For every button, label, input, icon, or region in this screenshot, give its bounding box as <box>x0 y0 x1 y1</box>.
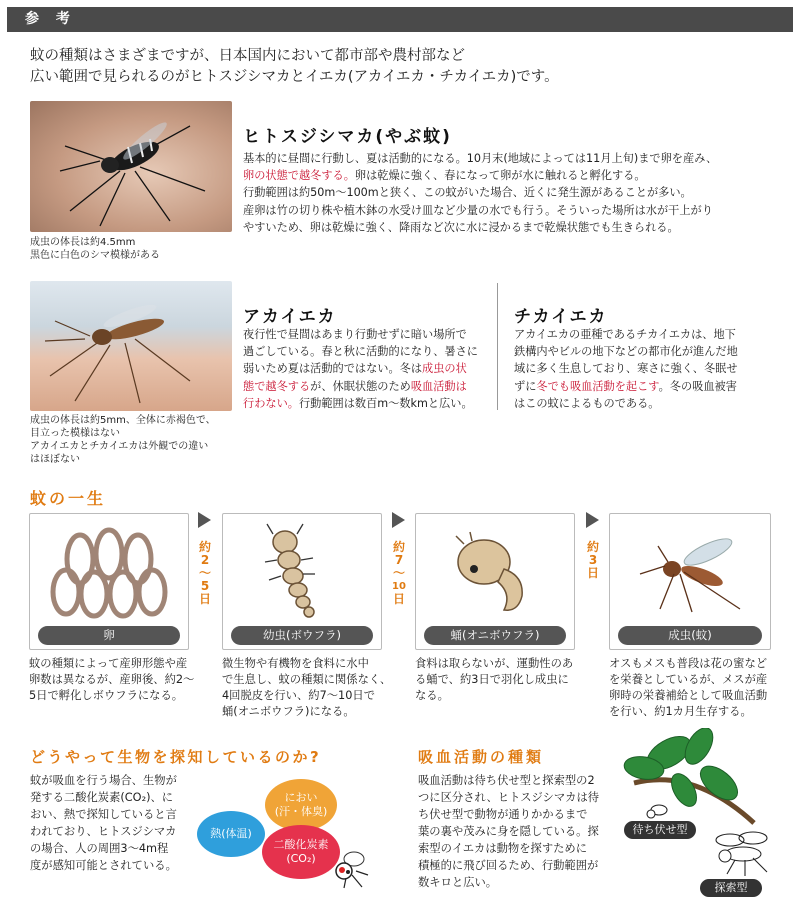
body-line <box>243 360 488 377</box>
desc-line: を栄養としているが、メスが産 <box>609 673 768 686</box>
larva-icon <box>223 514 381 624</box>
bubble-text: (CO₂) <box>286 852 316 865</box>
body-text: 。冬の吸血被害 <box>658 379 737 393</box>
body-line <box>243 378 488 395</box>
duration-char: 〜 <box>198 566 211 580</box>
desc-line: オスもメスも普段は花の蜜など <box>609 657 768 670</box>
highlight: 行わない。 <box>243 396 299 410</box>
intro-line: 広い範囲で見られるのがヒトスジシマカとイエカ(アカイエカ・チカイエカ)です。 <box>30 69 559 85</box>
highlight: 卵の状態で越冬する。 <box>243 169 355 183</box>
desc-line: 索型のイエカは動物を探すために <box>418 842 588 855</box>
chikaieka-body <box>514 326 784 412</box>
duration-char: 約 <box>198 540 211 554</box>
highlight: 冬でも吸血活動を起こす <box>536 379 659 393</box>
akaieka-body <box>243 326 488 412</box>
body-line: 基本的に昼間に行動し、夏は活動的になる。10月末(地域によっては11月上旬)まで卵を産み、 <box>243 152 718 165</box>
body-text: 行動範囲は数百m〜数kmと広い。 <box>298 396 473 410</box>
duration-char: 約 <box>586 540 599 554</box>
body-line: 行動範囲は約50m〜100mと狭く、この蚊がいた場合、近くに発生源があることが多い。 <box>243 186 692 200</box>
stage-desc-egg <box>29 656 199 704</box>
body-text: が、休眠状態のため <box>310 379 411 393</box>
smell-bubble <box>265 779 337 831</box>
detect-body <box>30 772 200 874</box>
desc-line: ち伏せ型で動物が通りかかるまで <box>418 808 588 821</box>
blood-title: 吸血活動の種類 <box>418 748 545 766</box>
body-line <box>514 378 784 395</box>
stage-desc-pupa <box>415 656 590 704</box>
bubble-text: におい <box>284 791 318 804</box>
duration-char: 5 <box>200 579 210 593</box>
hitosuji-title: ヒトスジシマカ(やぶ蚊) <box>243 127 452 147</box>
adult-mosquito-icon <box>610 514 770 624</box>
duration-1 <box>197 541 213 606</box>
desc-line: る蛹で、約3日で羽化し成虫に <box>415 673 569 686</box>
duration-char: 3 <box>588 553 598 567</box>
egg-icon <box>30 514 188 624</box>
stage-card-pupa <box>415 513 575 650</box>
desc-line: 4回脱皮を行い、約7〜10日で <box>222 689 376 702</box>
desc-line: 発する二酸化炭素(CO₂)、に <box>30 791 174 804</box>
desc-line: 微生物や有機物を食料に水中 <box>222 657 369 670</box>
mosquito-illustration <box>30 281 232 411</box>
mosquito-illustration <box>30 101 232 232</box>
body-line <box>243 395 488 412</box>
body-line: やすいため、卵は乾燥に強く、降雨など次に水に浸かるまで乾燥状態でも生きられる。 <box>243 220 679 234</box>
desc-line: の場合、人の周囲3〜4m程 <box>30 842 169 855</box>
blood-body <box>418 772 613 891</box>
desc-line: 蚊の種類によって産卵形態や産 <box>29 657 188 670</box>
body-text: 弱いため夏は活動的ではない。冬は <box>243 362 423 376</box>
akaieka-photo <box>30 281 232 411</box>
desc-line: 吸血活動は待ち伏せ型と探索型の2 <box>418 774 595 787</box>
hitosuji-caption <box>30 236 160 262</box>
stage-label: 成虫(蚊) <box>618 626 762 645</box>
mosquito-icon <box>332 845 372 890</box>
intro-line: 蚊の種類はさまざまですが、日本国内において都市部や農村部など <box>30 48 465 64</box>
highlight: 成虫の状 <box>422 362 467 376</box>
detect-title: どうやって生物を探知しているのか? <box>30 748 322 766</box>
desc-line: 葉の裏や茂みに身を隠している。探 <box>418 825 599 838</box>
hitosuji-body <box>243 150 783 236</box>
search-tag: 探索型 <box>700 879 762 897</box>
stage-card-adult <box>609 513 771 650</box>
desc-line: 蚊が吸血を行う場合、生物が <box>30 774 177 787</box>
duration-char: 日 <box>392 592 405 606</box>
arrow-right-icon <box>392 512 405 528</box>
desc-line: 積極的に飛び回るため、行動範囲が <box>418 859 599 872</box>
desc-line: おい、熱で探知していると言 <box>30 808 177 821</box>
duration-char: 日 <box>198 592 211 606</box>
body-line: 夜行性で昼間はあまり行動せずに暗い場所で <box>243 328 467 341</box>
caption-line: 成虫の体長は約5mm、全体に赤褐色で、 <box>30 415 216 426</box>
caption-line: はほぼない <box>30 454 80 465</box>
desc-line: 卵時の栄養補給として吸血活動 <box>609 689 768 702</box>
duration-char: 7 <box>394 553 404 567</box>
caption-line: 成虫の体長は約4.5mm <box>30 237 136 248</box>
duration-2 <box>391 541 407 606</box>
divider <box>497 283 498 410</box>
desc-line: 度が感知可能とされている。 <box>30 859 177 872</box>
duration-char: 10 <box>392 581 406 592</box>
stage-desc-adult <box>609 656 784 720</box>
desc-line: を行い、約1カ月生存する。 <box>609 705 752 718</box>
body-text: ずに <box>514 379 537 393</box>
stage-card-egg <box>29 513 189 650</box>
heat-bubble: 熱(体温) <box>197 811 265 857</box>
caption-line: アカイエカとチカイエカは外観での違い <box>30 441 209 452</box>
desc-line: われており、ヒトスジシマカ <box>30 825 177 838</box>
body-line: はこの蚊によるものである。 <box>514 396 660 410</box>
flying-mosquito-icon <box>705 826 785 881</box>
lifecycle-title: 蚊の一生 <box>30 489 107 508</box>
desc-line: 5日で孵化しボウフラになる。 <box>29 689 184 702</box>
arrow-right-icon <box>586 512 599 528</box>
body-line: 域に多く生息しており、寒さに強く、冬眠せ <box>514 362 738 376</box>
body-line: 産卵は竹の切り株や植木鉢の水受け皿など少量の水でも行う。そういった場所は水が干上がり <box>243 203 713 217</box>
caption-line: 黒色に白色のシマ模様がある <box>30 250 160 261</box>
section-header: 参 考 <box>7 7 793 32</box>
duration-char: 〜 <box>392 566 405 580</box>
pupa-icon <box>416 514 574 624</box>
duration-char: 日 <box>586 566 599 580</box>
body-line: 過ごしている。春と秋に活動的になり、暑さに <box>243 345 478 359</box>
highlight: 吸血活動は <box>410 379 467 393</box>
stage-label: 卵 <box>38 626 180 645</box>
co2-bubble <box>262 825 340 879</box>
duration-char: 約 <box>392 540 405 554</box>
bubble-text: (汗・体臭) <box>274 805 328 818</box>
intro-text <box>30 46 770 88</box>
duration-char: 2 <box>200 553 210 567</box>
desc-line: で生息し、蚊の種類に関係なく、 <box>222 673 392 686</box>
caption-line: 目立った模様はない <box>30 428 120 439</box>
akaieka-caption <box>30 414 216 466</box>
stage-card-larva <box>222 513 382 650</box>
stage-label: 蛹(オニボウフラ) <box>424 626 566 645</box>
stage-label: 幼虫(ボウフラ) <box>231 626 373 645</box>
body-line: 鉄構内やビルの地下などの都市化が進んだ地 <box>514 345 738 359</box>
highlight: 態で越冬する <box>243 379 311 393</box>
desc-line: 卵数は異なるが、産卵後、約2〜 <box>29 673 195 686</box>
akaieka-title: アカイエカ <box>243 307 337 327</box>
ambush-tag: 待ち伏せ型 <box>624 821 696 839</box>
duration-3 <box>585 541 601 580</box>
stage-desc-larva <box>222 656 397 720</box>
desc-line: 数キロと広い。 <box>418 876 498 889</box>
body-line: アカイエカの亜種であるチカイエカは、地下 <box>514 328 736 341</box>
body-text: 卵は乾燥に強く、春になって卵が水に触れると孵化する。 <box>354 169 646 183</box>
body-line <box>243 167 783 184</box>
desc-line: なる。 <box>415 689 449 702</box>
hitosuji-photo <box>30 101 232 232</box>
desc-line: 蛹(オニボウフラ)になる。 <box>222 705 355 718</box>
desc-line: つに区分され、ヒトスジシマカは待 <box>418 791 600 804</box>
arrow-right-icon <box>198 512 211 528</box>
desc-line: 食料は取らないが、運動性のあ <box>415 657 574 670</box>
chikaieka-title: チカイエカ <box>514 307 608 327</box>
bubble-text: 二酸化炭素 <box>273 838 329 851</box>
